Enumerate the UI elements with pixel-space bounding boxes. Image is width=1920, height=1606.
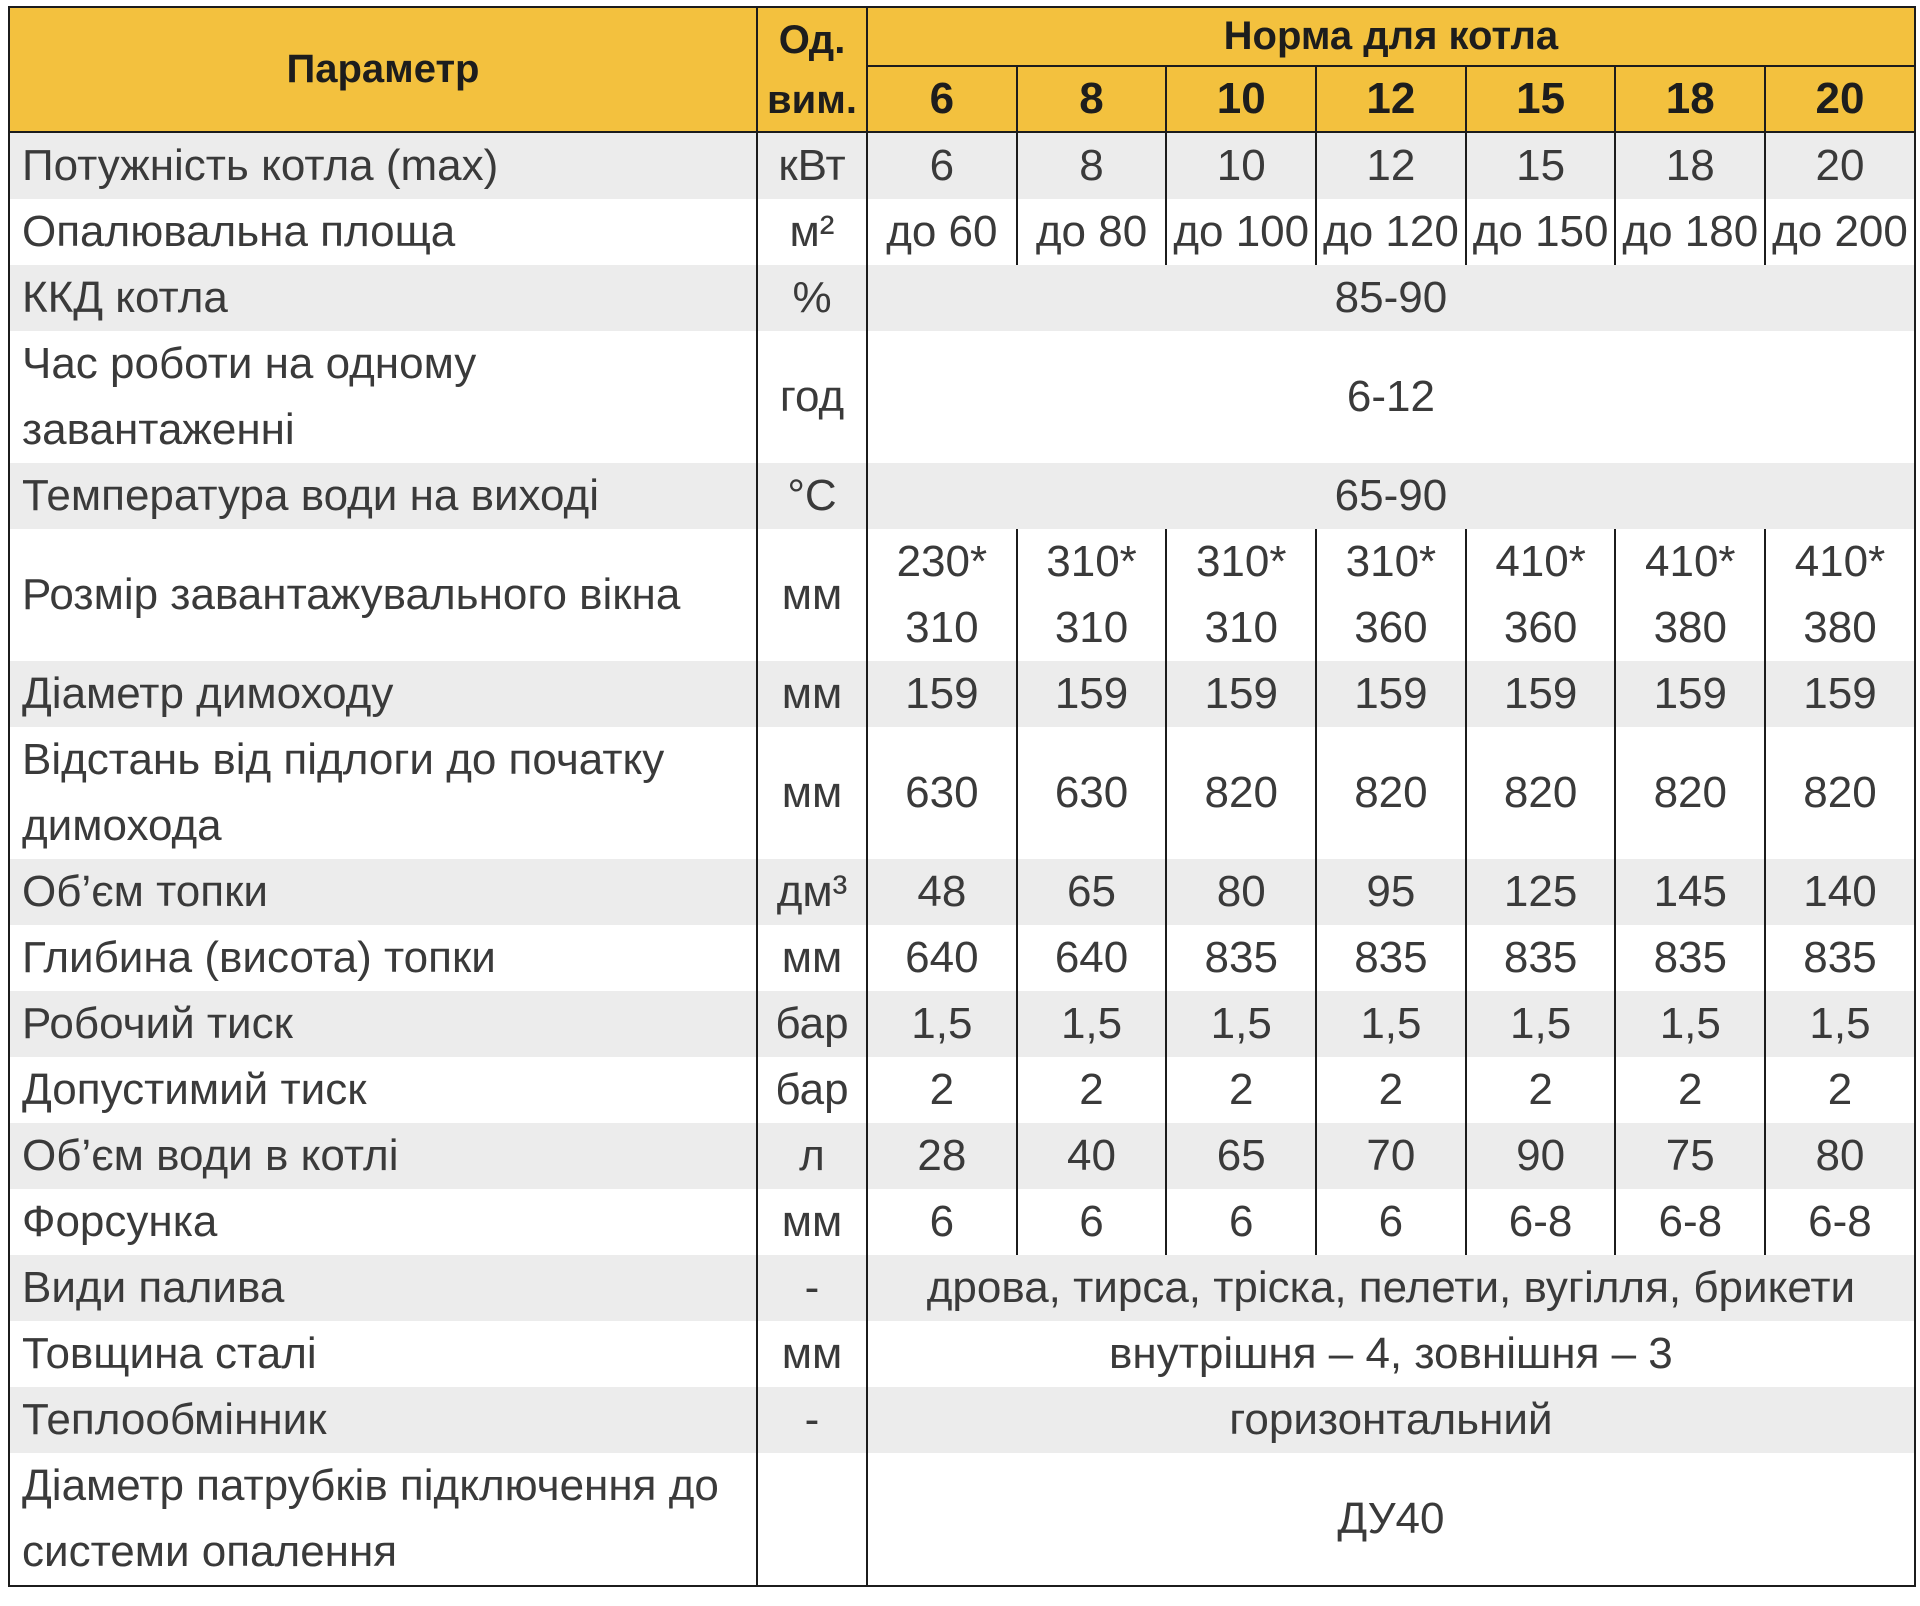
- row-value: до 80: [1017, 199, 1167, 265]
- row-parameter: Товщина сталі: [9, 1321, 757, 1387]
- row-value: 1,5: [867, 991, 1017, 1057]
- table-row: [9, 529, 1915, 661]
- row-parameter: Форсунка: [9, 1189, 757, 1255]
- table-row: [9, 1387, 1915, 1453]
- row-unit: °С: [757, 463, 867, 529]
- row-value: 820: [1466, 727, 1616, 859]
- row-unit: мм: [757, 1189, 867, 1255]
- row-value: 6: [1017, 1189, 1167, 1255]
- table-row: [9, 463, 1915, 529]
- row-unit: мм: [757, 727, 867, 859]
- row-value: 1,5: [1615, 991, 1765, 1057]
- row-value: 6: [867, 1189, 1017, 1255]
- row-value: 630: [1017, 727, 1167, 859]
- table-row: [9, 132, 1915, 199]
- row-value: 640: [1017, 925, 1167, 991]
- row-value: до 100: [1166, 199, 1316, 265]
- row-value: 410* 380: [1765, 529, 1915, 661]
- header-unit-line2: вим.: [767, 77, 857, 122]
- row-value: 1,5: [1316, 991, 1466, 1057]
- row-value: 6: [867, 132, 1017, 199]
- row-parameter: Відстань від підлоги до початку димохода: [9, 727, 757, 859]
- row-value: 159: [1017, 661, 1167, 727]
- row-value: 65: [1166, 1123, 1316, 1189]
- header-unit-line1: Од.: [778, 17, 846, 62]
- row-value: 40: [1017, 1123, 1167, 1189]
- row-unit: дм³: [757, 859, 867, 925]
- row-value: 159: [1316, 661, 1466, 727]
- row-value: 1,5: [1466, 991, 1616, 1057]
- row-unit: мм: [757, 1321, 867, 1387]
- table-row: [9, 1057, 1915, 1123]
- row-parameter: Об’єм топки: [9, 859, 757, 925]
- table-row: [9, 991, 1915, 1057]
- row-value: 10: [1166, 132, 1316, 199]
- row-parameter: ККД котла: [9, 265, 757, 331]
- row-parameter: Глибина (висота) топки: [9, 925, 757, 991]
- table-row: [9, 331, 1915, 463]
- row-value: 6-8: [1765, 1189, 1915, 1255]
- row-value: 835: [1316, 925, 1466, 991]
- table-row: [9, 199, 1915, 265]
- table-row: [9, 925, 1915, 991]
- row-value: 12: [1316, 132, 1466, 199]
- row-value: 28: [867, 1123, 1017, 1189]
- row-merged-value: 65-90: [867, 463, 1915, 529]
- row-parameter: Розмір завантажувального вікна: [9, 529, 757, 661]
- row-value: 75: [1615, 1123, 1765, 1189]
- row-value: 2: [1615, 1057, 1765, 1123]
- row-unit: кВт: [757, 132, 867, 199]
- header-size-8: 8: [1017, 66, 1167, 132]
- row-value: 159: [1615, 661, 1765, 727]
- row-value: 95: [1316, 859, 1466, 925]
- header-size-12: 12: [1316, 66, 1466, 132]
- row-value: 640: [867, 925, 1017, 991]
- table-row: [9, 1453, 1915, 1586]
- table-row: [9, 661, 1915, 727]
- row-parameter: Опалювальна площа: [9, 199, 757, 265]
- row-value: 6: [1166, 1189, 1316, 1255]
- row-value: до 120: [1316, 199, 1466, 265]
- row-value: 159: [867, 661, 1017, 727]
- row-value: 835: [1166, 925, 1316, 991]
- row-value: до 150: [1466, 199, 1616, 265]
- row-value: 125: [1466, 859, 1616, 925]
- row-value: 820: [1166, 727, 1316, 859]
- row-unit: -: [757, 1387, 867, 1453]
- header-unit: [757, 7, 867, 132]
- table-body: [9, 132, 1915, 1586]
- row-value: 230* 310: [867, 529, 1017, 661]
- row-unit: м²: [757, 199, 867, 265]
- row-parameter: Час роботи на одному завантаженні: [9, 331, 757, 463]
- row-value: 145: [1615, 859, 1765, 925]
- row-unit: бар: [757, 991, 867, 1057]
- row-value: 140: [1765, 859, 1915, 925]
- row-value: 630: [867, 727, 1017, 859]
- header-size-10: 10: [1166, 66, 1316, 132]
- row-value: 6: [1316, 1189, 1466, 1255]
- table-header: [9, 7, 1915, 132]
- row-unit: [757, 1453, 867, 1586]
- row-parameter: Діаметр патрубків підключення до системи опалення: [9, 1453, 757, 1586]
- row-merged-value: 85-90: [867, 265, 1915, 331]
- row-parameter: Види палива: [9, 1255, 757, 1321]
- row-value: 835: [1615, 925, 1765, 991]
- row-value: 310* 360: [1316, 529, 1466, 661]
- row-value: 820: [1765, 727, 1915, 859]
- row-value: 6-8: [1466, 1189, 1616, 1255]
- row-value: 820: [1316, 727, 1466, 859]
- row-value: 159: [1466, 661, 1616, 727]
- row-value: 835: [1466, 925, 1616, 991]
- row-value: 1,5: [1765, 991, 1915, 1057]
- row-value: до 180: [1615, 199, 1765, 265]
- row-parameter: Робочий тиск: [9, 991, 757, 1057]
- boiler-spec-table: [8, 6, 1916, 1587]
- row-value: 1,5: [1166, 991, 1316, 1057]
- header-size-20: 20: [1765, 66, 1915, 132]
- table-row: [9, 1255, 1915, 1321]
- row-merged-value: дрова, тирса, тріска, пелети, вугілля, брикети: [867, 1255, 1915, 1321]
- table-row: [9, 265, 1915, 331]
- row-value: 2: [1466, 1057, 1616, 1123]
- row-value: 2: [1765, 1057, 1915, 1123]
- table-row: [9, 727, 1915, 859]
- row-parameter: Діаметр димоходу: [9, 661, 757, 727]
- row-value: 80: [1166, 859, 1316, 925]
- row-value: 80: [1765, 1123, 1915, 1189]
- row-parameter: Температура води на виході: [9, 463, 757, 529]
- row-value: 2: [1017, 1057, 1167, 1123]
- row-value: 6-8: [1615, 1189, 1765, 1255]
- header-size-18: 18: [1615, 66, 1765, 132]
- row-value: 70: [1316, 1123, 1466, 1189]
- row-merged-value: горизонтальний: [867, 1387, 1915, 1453]
- row-unit: -: [757, 1255, 867, 1321]
- row-parameter: Допустимий тиск: [9, 1057, 757, 1123]
- row-value: 65: [1017, 859, 1167, 925]
- header-norm: Норма для котла: [867, 7, 1915, 66]
- row-value: 18: [1615, 132, 1765, 199]
- row-value: 310* 310: [1017, 529, 1167, 661]
- row-merged-value: 6-12: [867, 331, 1915, 463]
- row-unit: бар: [757, 1057, 867, 1123]
- header-size-6: 6: [867, 66, 1017, 132]
- row-value: 410* 380: [1615, 529, 1765, 661]
- table-row: [9, 1123, 1915, 1189]
- row-parameter: Теплообмінник: [9, 1387, 757, 1453]
- row-value: 2: [1316, 1057, 1466, 1123]
- row-value: 820: [1615, 727, 1765, 859]
- row-unit: мм: [757, 925, 867, 991]
- table-row: [9, 1321, 1915, 1387]
- row-parameter: Об’єм води в котлі: [9, 1123, 757, 1189]
- row-value: 159: [1765, 661, 1915, 727]
- row-unit: %: [757, 265, 867, 331]
- row-value: 159: [1166, 661, 1316, 727]
- row-value: 2: [867, 1057, 1017, 1123]
- table-row: [9, 1189, 1915, 1255]
- row-value: 48: [867, 859, 1017, 925]
- header-size-15: 15: [1466, 66, 1616, 132]
- row-unit: мм: [757, 661, 867, 727]
- row-value: 1,5: [1017, 991, 1167, 1057]
- header-parameter: Параметр: [9, 7, 757, 132]
- row-value: 15: [1466, 132, 1616, 199]
- row-unit: мм: [757, 529, 867, 661]
- row-unit: год: [757, 331, 867, 463]
- row-value: до 200: [1765, 199, 1915, 265]
- row-merged-value: ДУ40: [867, 1453, 1915, 1586]
- row-value: 20: [1765, 132, 1915, 199]
- row-merged-value: внутрішня – 4, зовнішня – 3: [867, 1321, 1915, 1387]
- table-row: [9, 859, 1915, 925]
- row-value: 8: [1017, 132, 1167, 199]
- row-value: 410* 360: [1466, 529, 1616, 661]
- row-unit: л: [757, 1123, 867, 1189]
- row-value: до 60: [867, 199, 1017, 265]
- row-parameter: Потужність котла (max): [9, 132, 757, 199]
- row-value: 310* 310: [1166, 529, 1316, 661]
- row-value: 90: [1466, 1123, 1616, 1189]
- row-value: 835: [1765, 925, 1915, 991]
- row-value: 2: [1166, 1057, 1316, 1123]
